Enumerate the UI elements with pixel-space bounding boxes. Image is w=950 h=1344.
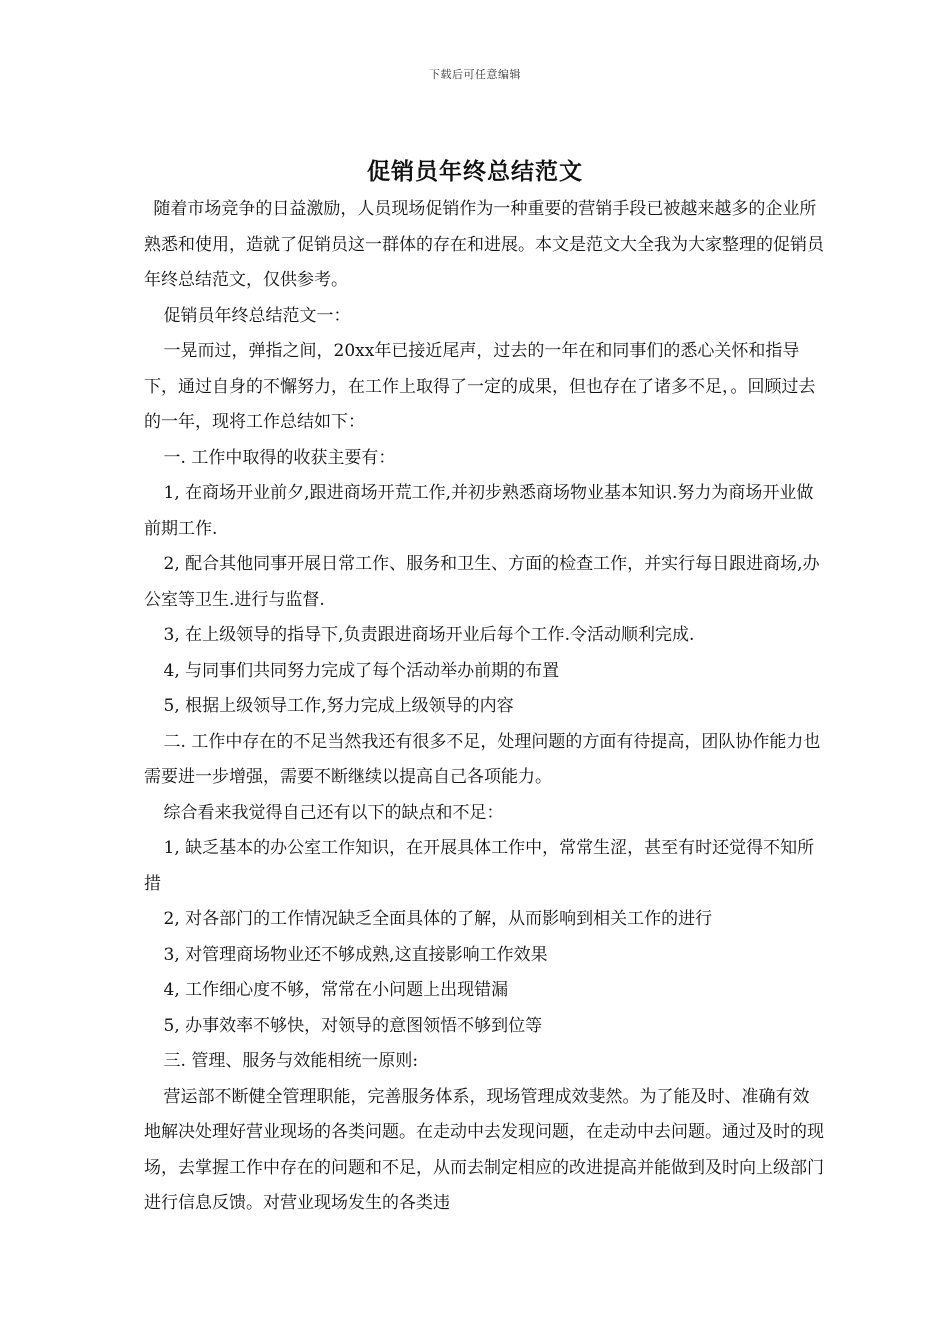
paragraph-heading-shortcomings: 二. 工作中存在的不足当然我还有很多不足，处理问题的方面有待提高，团队协作能力也需要进一步增强，需要不断继续以提高自己各项能力。 bbox=[144, 731, 821, 787]
paragraph-achievement-2: 2, 配合其他同事开展日常工作、服务和卫生、方面的检查工作，并实行每日跟进商场,办公室等卫生.进行与监督. bbox=[144, 554, 820, 610]
paragraph-achievement-4: 4, 与同事们共同努力完成了每个活动举办前期的布置 bbox=[163, 660, 560, 681]
paragraph-shortcoming-3: 3, 对管理商场物业还不够成熟,这直接影响工作效果 bbox=[163, 944, 548, 965]
paragraph-shortcoming-5: 5, 办事效率不够快，对领导的意图领悟不够到位等 bbox=[163, 1015, 543, 1036]
paragraph-shortcoming-1: 1, 缺乏基本的办公室工作知识，在开展具体工作中，常常生涩，甚至有时还觉得不知所措 bbox=[144, 838, 815, 894]
paragraph-opening: 一晃而过，弹指之间，20xx年已接近尾声，过去的一年在和同事们的悉心关怀和指导下，通过自身的不懈努力，在工作上取得了一定的成果，但也存在了诸多不足，。回顾过去的一年，现将工作总结如下： bbox=[144, 341, 816, 432]
paragraph-shortcoming-4: 4, 工作细心度不够，常常在小问题上出现错漏 bbox=[163, 980, 509, 1000]
document-title: 促销员年终总结范文 bbox=[367, 158, 583, 185]
paragraph-section-heading: 促销员年终总结范文一： bbox=[163, 305, 351, 326]
paragraph-operations: 营运部不断健全管理职能，完善服务体系，现场管理成效斐然。为了能及时、准确有效地解决处理好营业现场的各类问题。在走动中去发现问题，在走动中去问题。通过及时的现场，去掌握工作中存在的问题和不足，从而去制定相应的改进提高并能做到及时向上级部门进行信息反馈。对营业现场发生的各类违 bbox=[144, 1086, 824, 1213]
paragraph-heading-principle: 三. 管理、服务与效能相统一原则: bbox=[163, 1051, 419, 1071]
header-note: 下载后可任意编辑 bbox=[429, 68, 521, 81]
paragraph-summary: 综合看来我觉得自己还有以下的缺点和不足： bbox=[163, 802, 504, 823]
paragraph-shortcoming-2: 2, 对各部门的工作情况缺乏全面具体的了解，从而影响到相关工作的进行 bbox=[163, 909, 713, 929]
paragraph-achievement-5: 5, 根据上级领导工作,努力完成上级领导的内容 bbox=[163, 696, 514, 716]
paragraph-heading-achievements: 一. 工作中取得的收获主要有： bbox=[163, 447, 396, 468]
document-body bbox=[144, 192, 824, 1222]
paragraph-achievement-1: 1, 在商场开业前夕,跟进商场开荒工作,并初步熟悉商场物业基本知识.努力为商场开业做前期工作. bbox=[144, 483, 814, 539]
paragraph-intro: 随着市场竞争的日益激励，人员现场促销作为一种重要的营销手段已被越来越多的企业所熟悉和使用，造就了促销员这一群体的存在和进展。本文是范文大全我为大家整理的促销员年终总结范文，仅供参考。 bbox=[144, 199, 824, 290]
paragraph-achievement-3: 3, 在上级领导的指导下,负责跟进商场开业后每个工作.令活动顺利完成. bbox=[163, 625, 695, 645]
